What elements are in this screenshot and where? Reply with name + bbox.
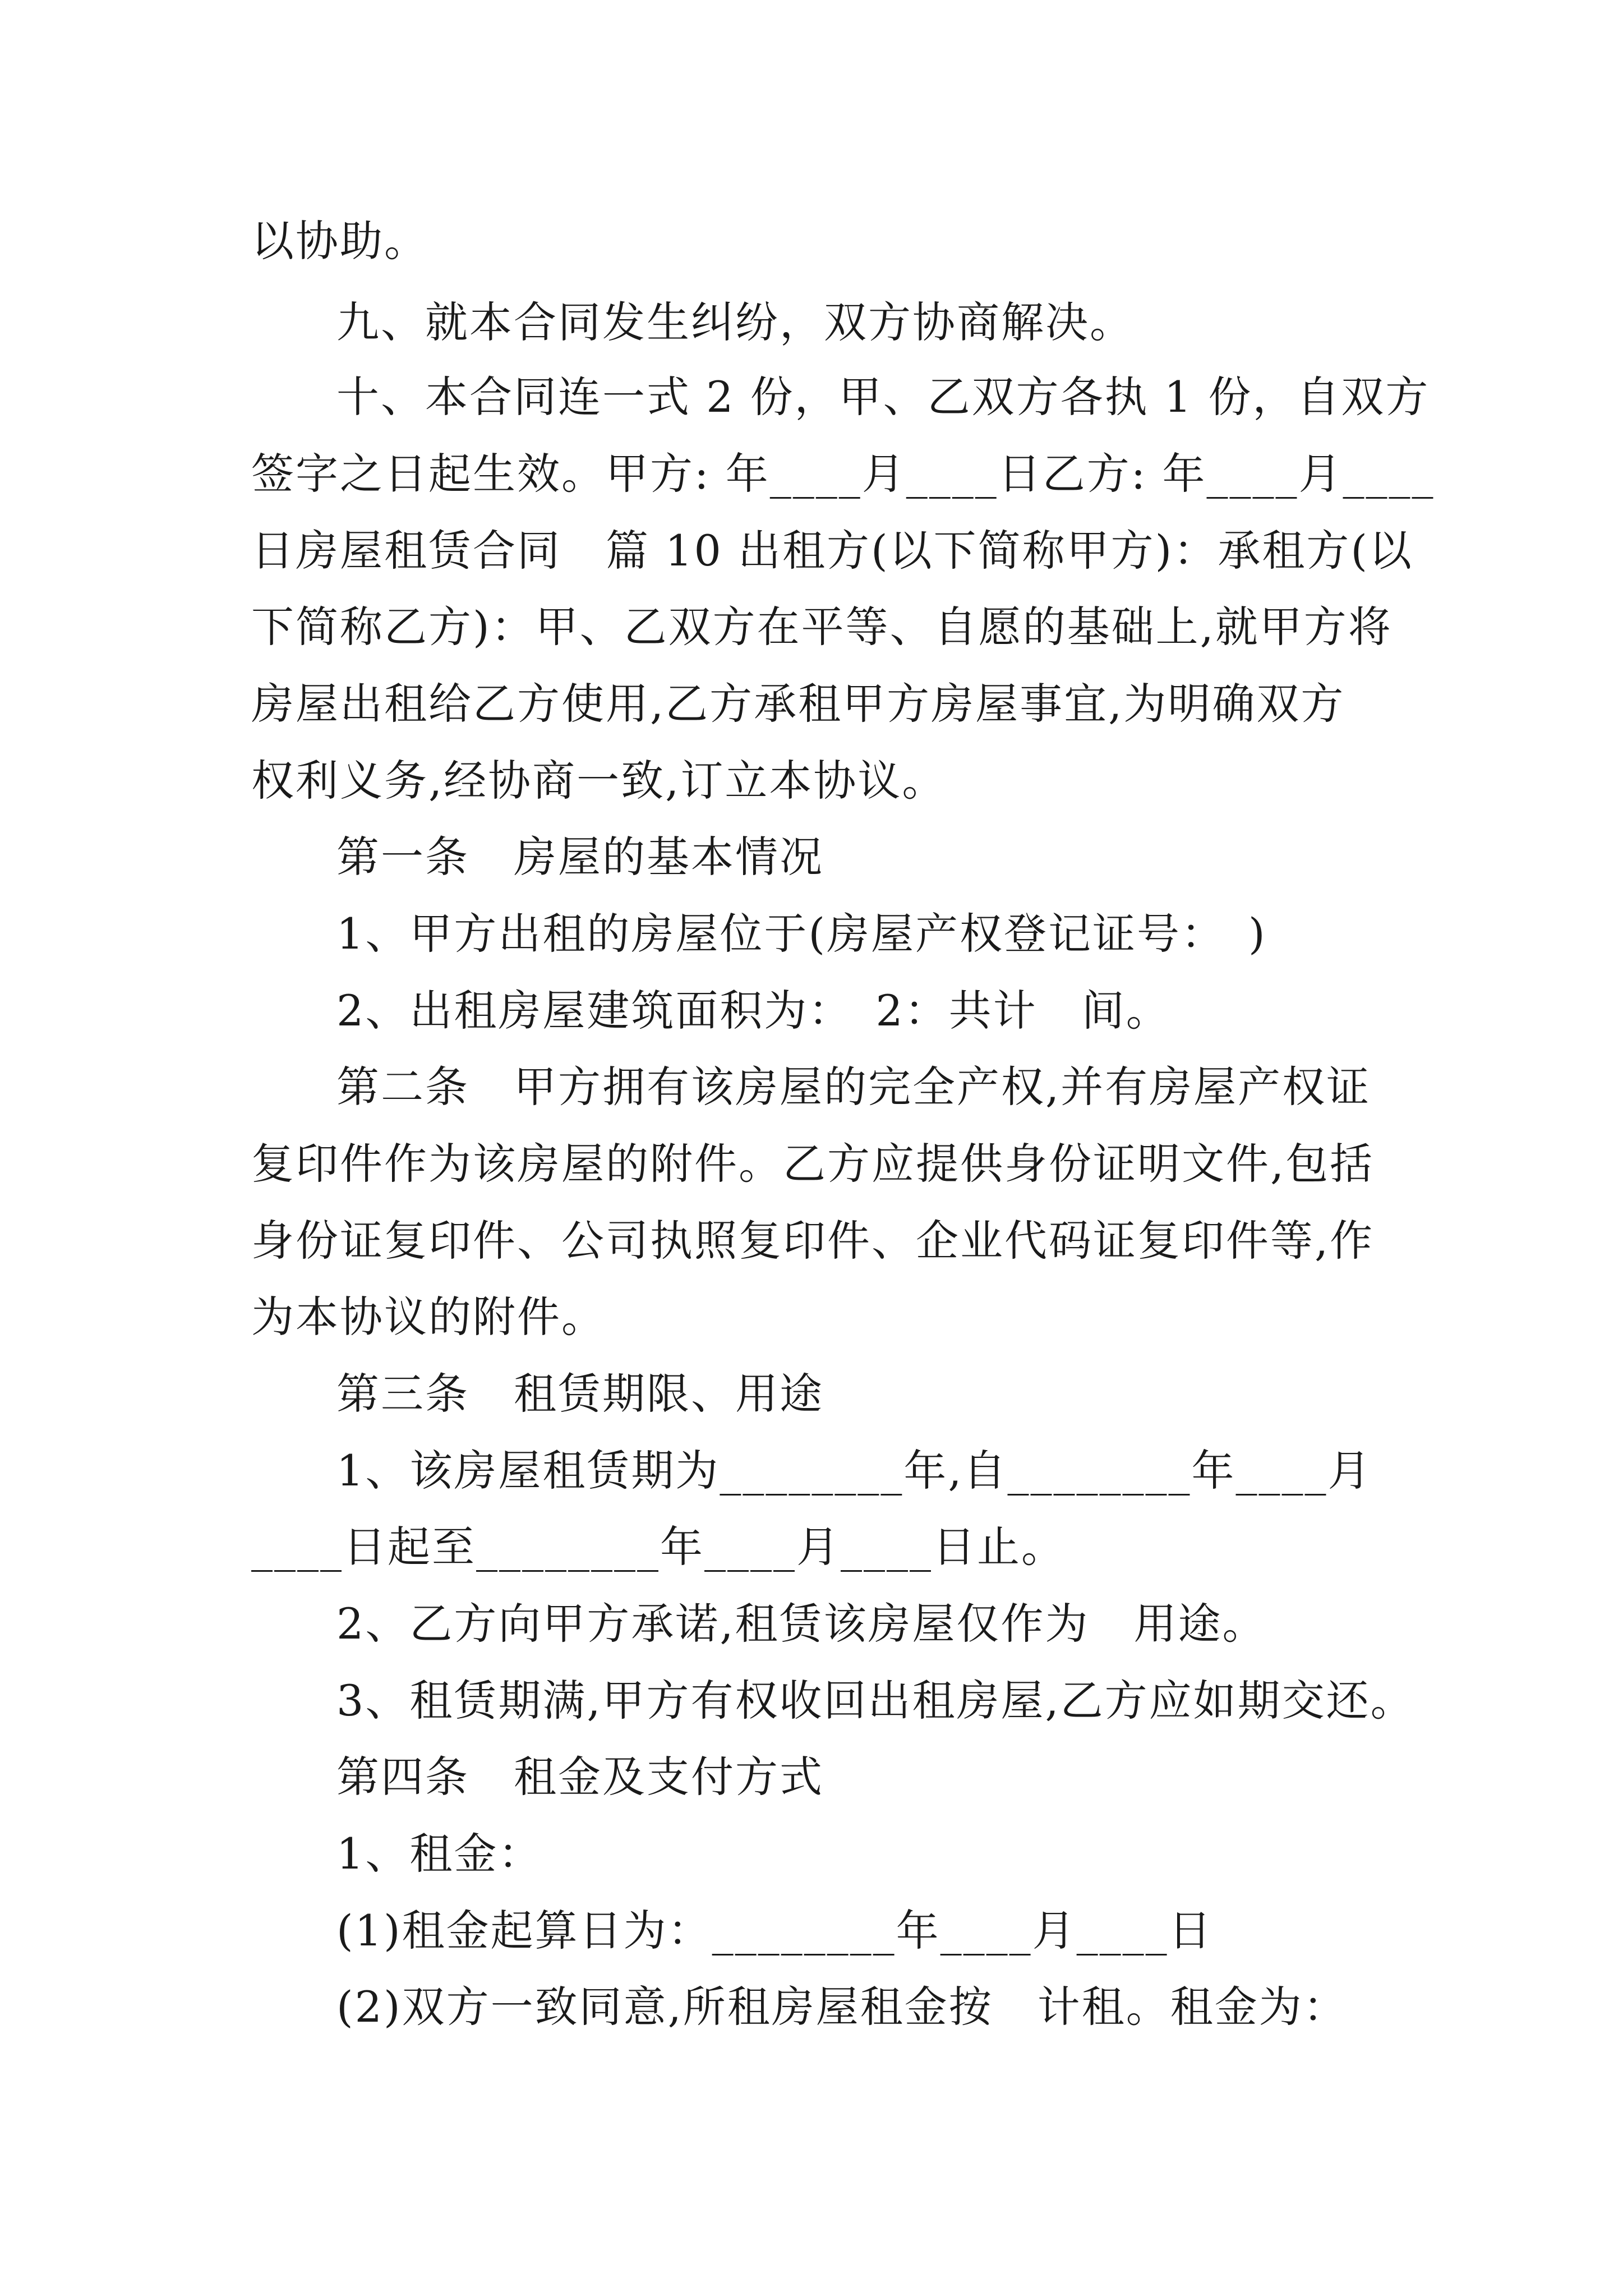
text-line: 身份证复印件、公司执照复印件、企业代码证复印件等,作 [251, 1216, 1375, 1266]
text-line: 房屋出租给乙方使用,乙方承租甲方房屋事宜,为明确双方 [251, 679, 1345, 729]
section-heading: 第一条 房屋的基本情况 [336, 832, 824, 882]
section-heading: 第二条 甲方拥有该房屋的完全产权,并有房屋产权证 [336, 1062, 1371, 1112]
text-line: (2)双方一致同意,所租房屋租金按 计租。租金为： [336, 1982, 1348, 2032]
text-line: 日房屋租赁合同 篇 10 出租方(以下简称甲方)：承租方(以 [251, 526, 1413, 576]
text-line: 九、就本合同发生纠纷，双方协商解决。 [336, 297, 1134, 347]
text-line: 为本协议的附件。 [251, 1292, 606, 1342]
text-line: 3、租赁期满,甲方有权收回出租房屋,乙方应如期交还。 [336, 1676, 1415, 1726]
text-line: 权利义务,经协商一致,订立本协议。 [251, 756, 947, 806]
text-line: 复印件作为该房屋的附件。乙方应提供身份证明文件,包括 [251, 1139, 1375, 1189]
section-heading: 第四条 租金及支付方式 [336, 1752, 824, 1802]
text-line: 1、该房屋租赁期为________年,自________年____月 [336, 1446, 1372, 1496]
section-heading: 第三条 租赁期限、用途 [336, 1369, 824, 1419]
text-line: 签字之日起生效。甲方: 年____月____日乙方: 年____月____ [251, 449, 1435, 499]
text-line: ____日起至________年____月____日止。 [251, 1522, 1066, 1572]
text-line: 以协助。 [251, 216, 428, 266]
text-line: (1)租金起算日为：________年____月____日 [336, 1906, 1213, 1955]
text-line: 下简称乙方)：甲、乙双方在平等、自愿的基础上,就甲方将 [251, 602, 1393, 652]
text-line: 1、租金： [336, 1829, 543, 1879]
text-line: 十、本合同连一式 2 份，甲、乙双方各执 1 份，自双方 [336, 372, 1430, 422]
text-line: 1、甲方出租的房屋位于(房屋产权登记证号： ) [336, 909, 1267, 959]
text-line: 2、出租房屋建筑面积为： 2：共计 间。 [336, 986, 1170, 1036]
text-line: 2、乙方向甲方承诺,租赁该房屋仅作为 用途。 [336, 1599, 1267, 1649]
